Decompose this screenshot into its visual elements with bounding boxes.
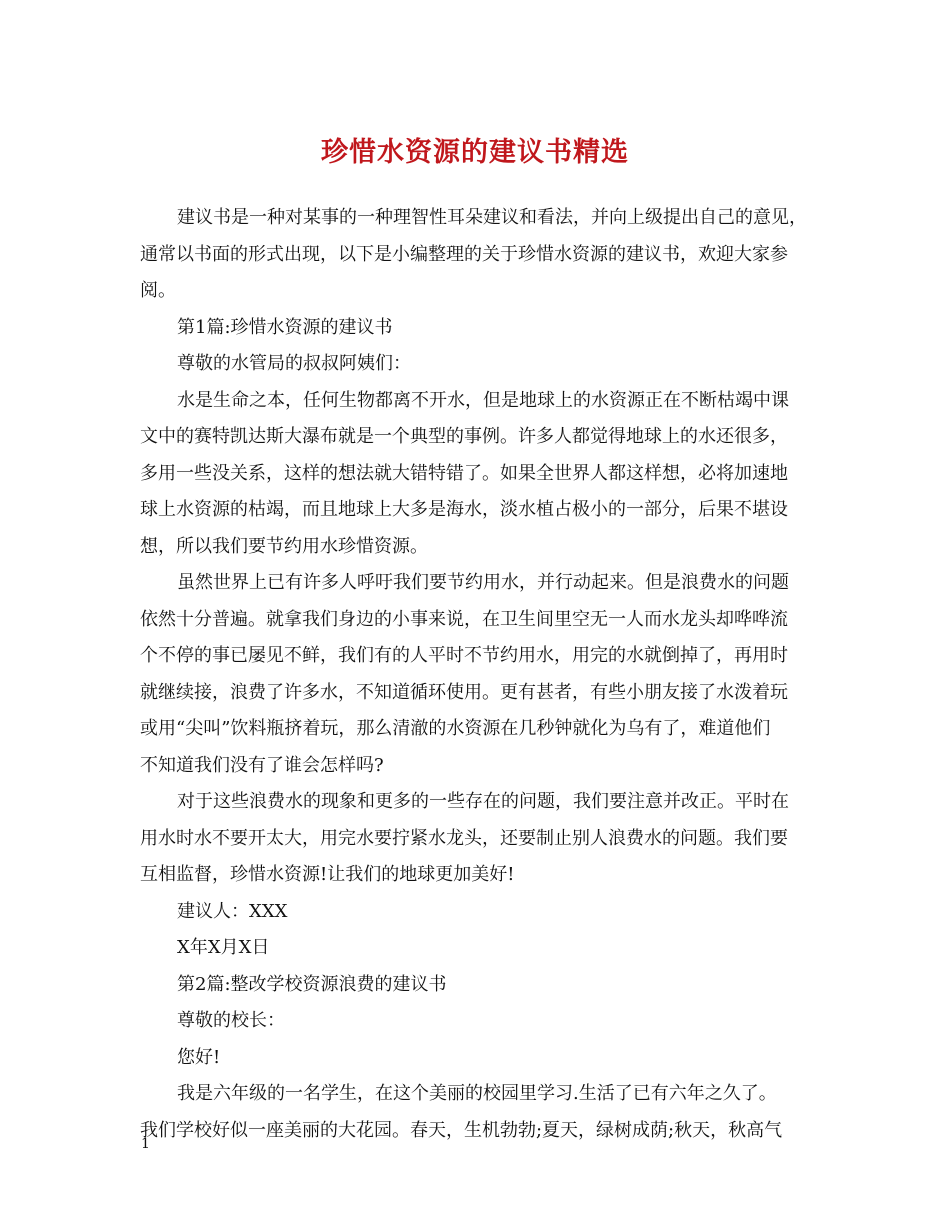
paragraph-line: 个不停的事已屡见不鲜，我们有的人平时不节约用水，用完的水就倒掉了，再用时	[140, 645, 788, 666]
paragraph-line: 通常以书面的形式出现，以下是小编整理的关于珍惜水资源的建议书，欢迎大家参	[140, 243, 788, 265]
paragraph-line: 就继续接，浪费了许多水，不知道循环使用。更有甚者，有些小朋友接了水泼着玩	[140, 681, 788, 703]
paragraph-line: 多用一些没关系，这样的想法就大错特错了。如果全世界人都这样想，必将加速地	[140, 462, 788, 484]
salutation: 尊敬的校长：	[177, 1010, 285, 1031]
paragraph-line: 球上水资源的枯竭，而且地球上大多是海水，淡水植占极小的一部分，后果不堪设	[140, 499, 788, 520]
paragraph-line: 对于这些浪费水的现象和更多的一些存在的问题，我们要注意并改正。平时在	[177, 791, 789, 812]
page-number: 1	[141, 1136, 150, 1152]
paragraph-line: 用水时水不要开太大，用完水要拧紧水龙头，还要制止别人浪费水的问题。我们要	[140, 827, 788, 849]
paragraph-line: 水是生命之本，任何生物都离不开水，但是地球上的水资源正在不断枯竭中课	[177, 389, 789, 411]
salutation: 尊敬的水管局的叔叔阿姨们：	[177, 353, 411, 374]
greeting: 您好!	[177, 1046, 221, 1068]
section-heading: 第1篇:珍惜水资源的建议书	[177, 316, 393, 338]
paragraph-line: 文中的赛特凯达斯大瀑布就是一个典型的事例。许多人都觉得地球上的水还很多，	[140, 426, 788, 447]
paragraph-line: 虽然世界上已有许多人呼吁我们要节约用水，并行动起来。但是浪费水的问题	[177, 572, 789, 593]
signature-line: 建议人：XXX	[177, 900, 288, 922]
paragraph-line: 阅。	[140, 280, 176, 301]
document-title: 珍惜水资源的建议书精选	[321, 137, 629, 168]
paragraph-line: 不知道我们没有了谁会怎样吗?	[140, 754, 384, 776]
paragraph-line: 建议书是一种对某事的一种理智性耳朵建议和看法，并向上级提出自己的意见，	[177, 207, 807, 228]
document-body	[140, 200, 820, 1149]
section-heading: 第2篇:整改学校资源浪费的建议书	[177, 973, 447, 995]
paragraph-line: 想，所以我们要节约用水珍惜资源。	[140, 535, 428, 557]
paragraph-line: 互相监督，珍惜水资源!让我们的地球更加美好!	[140, 864, 515, 885]
paragraph-line: 或用“尖叫”饮料瓶挤着玩，那么清澈的水资源在几秒钟就化为乌有了，难道他们	[140, 718, 771, 739]
paragraph-line: 我们学校好似一座美丽的大花园。春天，生机勃勃;夏天，绿树成荫;秋天，秋高气	[140, 1119, 783, 1141]
paragraph-line: 我是六年级的一名学生，在这个美丽的校园里学习.生活了已有六年之久了。	[177, 1083, 777, 1104]
date-line: X年X月X日	[177, 937, 270, 958]
paragraph-line: 依然十分普遍。就拿我们身边的小事来说，在卫生间里空无一人而水龙头却哗哗流	[140, 608, 788, 630]
